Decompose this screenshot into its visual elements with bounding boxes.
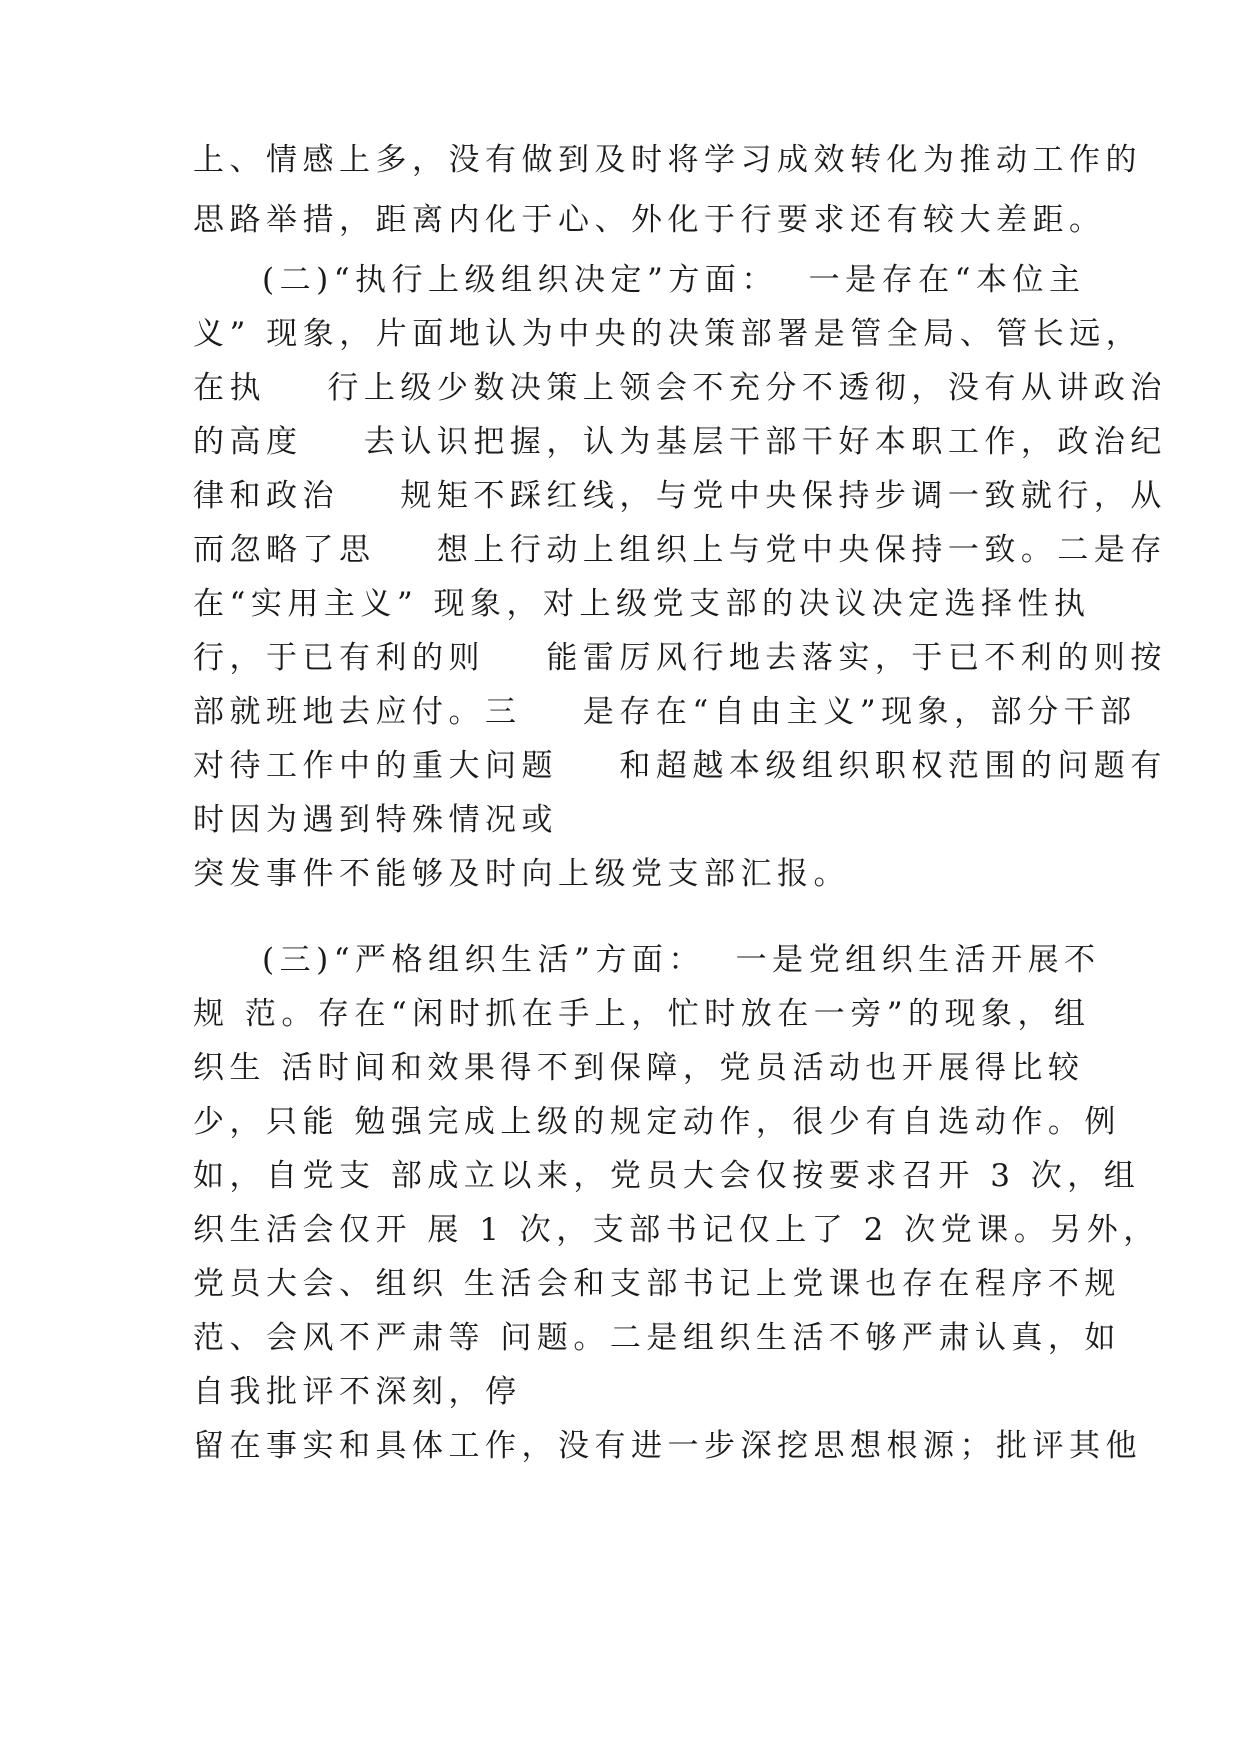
text-line: 义” 现象，片面地认为中央的决策部署是管全局、管长远， xyxy=(193,316,1143,352)
text-line: 织生 活时间和效果得不到保障，党员活动也开展得比较 xyxy=(193,1050,1085,1086)
text-line: 时因为遇到特殊情况或 xyxy=(193,802,558,838)
text-line: 而忽略了思 想上行动上组织上与党中央保持一致。二是存 xyxy=(193,532,1167,568)
section-heading-line: (二)“执行上级组织决定”方面： 一是存在“本位主 xyxy=(262,262,1086,298)
text-line: 少，只能 勉强完成上级的规定动作，很少有自选动作。例 xyxy=(193,1104,1121,1140)
text-line: 如，自党支 部成立以来，党员大会仅按要求召开 3 次，组 xyxy=(193,1158,1141,1194)
text-line: 留在事实和具体工作，没有进一步深挖思想根源；批评其他 xyxy=(193,1428,1142,1464)
text-line: 思路举措，距离内化于心、外化于行要求还有较大差距。 xyxy=(193,202,1106,238)
text-line: 织生活会仅开 展 1 次，支部书记仅上了 2 次党课。另外， xyxy=(193,1212,1160,1248)
text-line: 突发事件不能够及时向上级党支部汇报。 xyxy=(193,856,850,892)
text-line: 对待工作中的重大问题 和超越本级组织职权范围的问题有 xyxy=(193,748,1167,784)
section-heading-line: (三)“严格组织生活”方面： 一是党组织生活开展不 xyxy=(262,942,1101,978)
text-line: 自我批评不深刻，停 xyxy=(193,1374,522,1410)
text-line: 行，于已有利的则 能雷厉风行地去落实，于已不利的则按 xyxy=(193,640,1167,676)
text-line: 范、会风不严肃等 问题。二是组织生活不够严肃认真，如 xyxy=(193,1320,1121,1356)
text-line: 的高度 去认识把握，认为基层干部干好本职工作，政治纪 xyxy=(193,424,1167,460)
text-line: 在执 行上级少数决策上领会不充分不透彻，没有从讲政治 xyxy=(193,370,1167,406)
text-line: 党员大会、组织 生活会和支部书记上党课也存在程序不规 xyxy=(193,1266,1121,1302)
text-line: 在“实用主义” 现象，对上级党支部的决议决定选择性执 xyxy=(193,586,1091,622)
text-line: 上、情感上多，没有做到及时将学习成效转化为推动工作的 xyxy=(193,142,1142,178)
text-line: 部就班地去应付。三 是存在“自由主义”现象，部分干部 xyxy=(193,694,1137,730)
text-line: 规 范。存在“闲时抓在手上，忙时放在一旁”的现象，组 xyxy=(193,996,1091,1032)
text-line: 律和政治 规矩不踩红线，与党中央保持步调一致就行，从 xyxy=(193,478,1167,514)
